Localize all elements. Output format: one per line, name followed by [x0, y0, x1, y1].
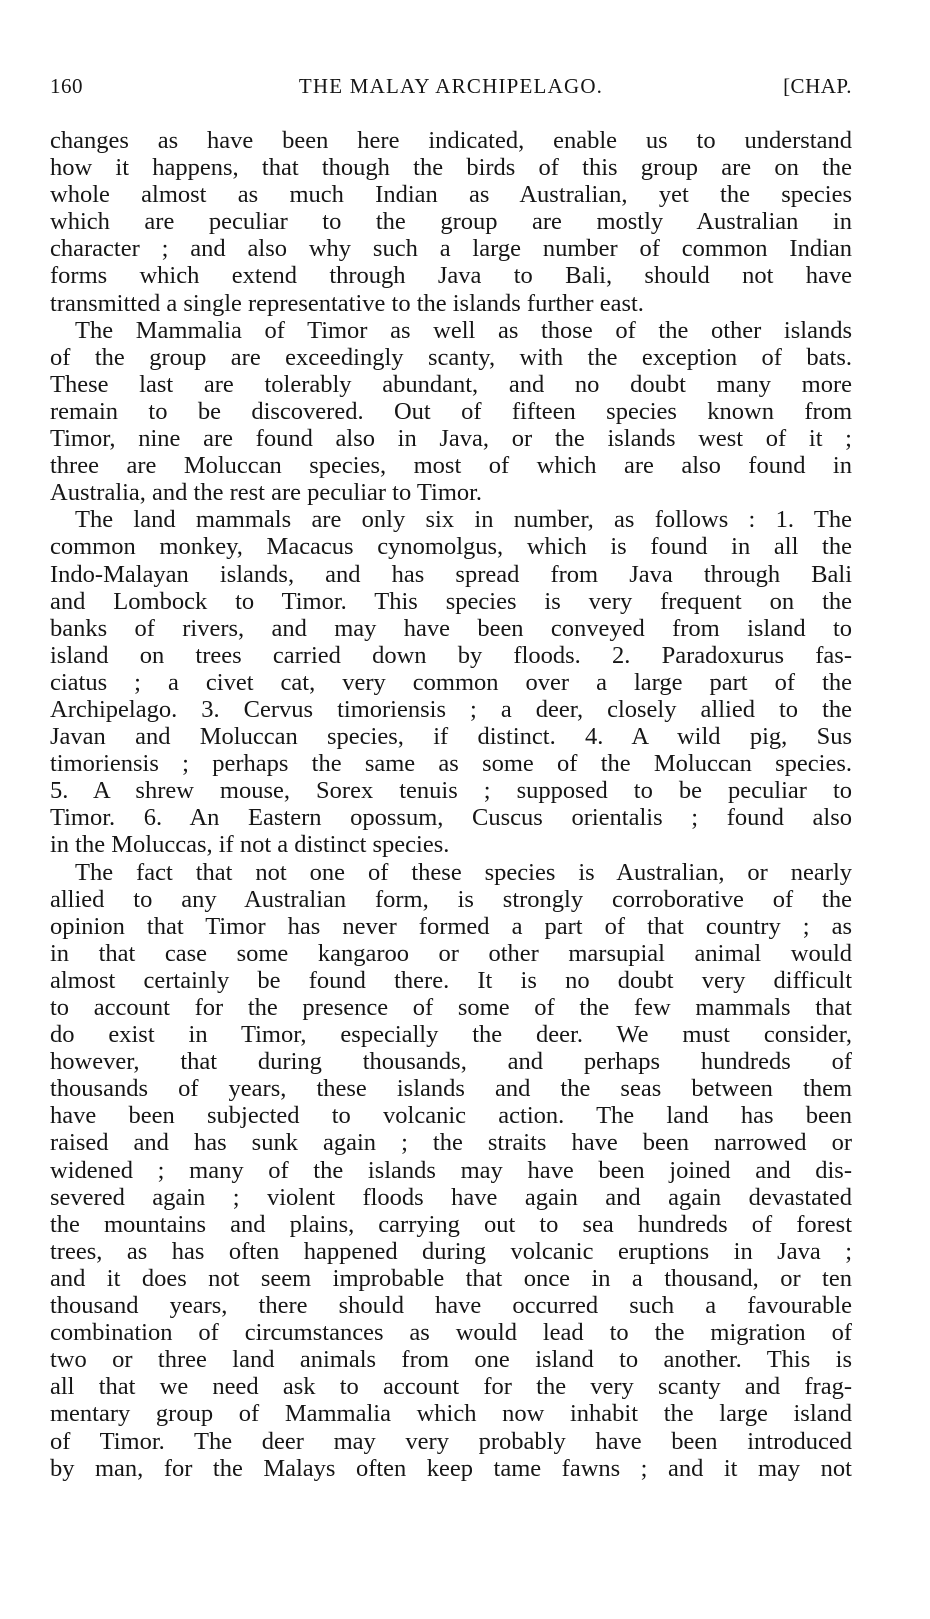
text-line: severed again ; violent floods have again and again devastated — [50, 1183, 852, 1211]
text-line: in that case some kangaroo or other marsupial animal would — [50, 939, 852, 967]
text-line: remain to be discovered. Out of fifteen species known from — [50, 397, 852, 425]
text-line: do exist in Timor, especially the deer. We must consider, — [50, 1021, 852, 1049]
paragraph — [50, 859, 852, 1482]
text-line: widened ; many of the islands may have been joined and dis- — [50, 1156, 852, 1184]
text-line: mentary group of Mammalia which now inhabit the large island — [50, 1400, 852, 1428]
text-line: The fact that not one of these species is Australian, or nearly — [75, 858, 852, 886]
text-line: of the group are exceedingly scanty, with the exception of bats. — [50, 343, 852, 371]
text-line: two or three land animals from one island to another. This is — [50, 1346, 852, 1374]
text-line: thousand years, there should have occurred such a favourable — [50, 1292, 852, 1320]
text-line: 5. A shrew mouse, Sorex tenuis ; supposed to be peculiar to — [50, 777, 852, 805]
paragraph — [50, 317, 852, 507]
text-line: which are peculiar to the group are mostly Australian in — [50, 208, 852, 236]
text-line: however, that during thousands, and perhaps hundreds of — [50, 1048, 852, 1076]
text-line: and it does not seem improbable that once in a thousand, or ten — [50, 1264, 852, 1292]
text-line: transmitted a single representative to the islands further east. — [50, 289, 644, 317]
text-line: Indo-Malayan islands, and has spread from Java through Bali — [50, 560, 852, 588]
chapter-marker: [CHAP. — [783, 74, 852, 98]
text-line: character ; and also why such a large number of common Indian — [50, 235, 852, 263]
text-line: of Timor. The deer may very probably have been introduced — [50, 1427, 852, 1455]
text-line: raised and has sunk again ; the straits have been narrowed or — [50, 1129, 852, 1157]
book-title: THE MALAY ARCHIPELAGO. — [298, 74, 604, 98]
text-line: island on trees carried down by floods. 2. Paradoxurus fas- — [50, 641, 852, 669]
text-line: by man, for the Malays often keep tame fawns ; and it may not — [50, 1454, 852, 1482]
text-line: forms which extend through Java to Bali, should not have — [50, 262, 852, 290]
text-line: whole almost as much Indian as Australian, yet the species — [50, 181, 852, 209]
text-line: Javan and Moluccan species, if distinct. 4. A wild pig, Sus — [50, 723, 852, 751]
text-line: almost certainly be found there. It is no doubt very difficult — [50, 966, 852, 994]
text-line: allied to any Australian form, is strongly corroborative of the — [50, 885, 852, 913]
running-head — [50, 74, 852, 104]
text-line: in the Moluccas, if not a distinct species. — [50, 831, 450, 859]
text-line: ciatus ; a civet cat, very common over a large part of the — [50, 668, 852, 696]
text-line: to account for the presence of some of the few mammals that — [50, 994, 852, 1021]
text-line: the mountains and plains, carrying out to sea hundreds of forest — [50, 1210, 852, 1238]
text-line: Timor, nine are found also in Java, or the islands west of it ; — [50, 425, 852, 453]
text-line: These last are tolerably abundant, and no doubt many more — [50, 370, 852, 398]
text-line: and Lombock to Timor. This species is very frequent on the — [50, 587, 852, 615]
text-line: The land mammals are only six in number, as follows : 1. The — [75, 506, 852, 534]
text-line: combination of circumstances as would lead to the migration of — [50, 1319, 852, 1347]
text-line: banks of rivers, and may have been conveyed from island to — [50, 614, 852, 642]
page-number: 160 — [50, 74, 83, 98]
text-line: have been subjected to volcanic action. The land has been — [50, 1102, 852, 1130]
text-line: thousands of years, these islands and the seas between them — [50, 1075, 852, 1103]
text-line: trees, as has often happened during volcanic eruptions in Java ; — [50, 1237, 852, 1265]
text-line: Archipelago. 3. Cervus timoriensis ; a deer, closely allied to the — [50, 695, 852, 723]
text-line: Timor. 6. An Eastern opossum, Cuscus orientalis ; found also — [50, 804, 852, 832]
text-line: changes as have been here indicated, enable us to understand — [50, 127, 852, 154]
text-line: how it happens, that though the birds of this group are on the — [50, 154, 852, 182]
text-line: three are Moluccan species, most of which are also found in — [50, 452, 852, 480]
text-line: Australia, and the rest are peculiar to Timor. — [50, 479, 483, 507]
paragraph — [50, 506, 852, 858]
text-line: opinion that Timor has never formed a part of that country ; as — [50, 912, 852, 940]
text-line: The Mammalia of Timor as well as those of the other islands — [75, 316, 852, 344]
text-line: common monkey, Macacus cynomolgus, which is found in all the — [50, 533, 852, 561]
text-line: all that we need ask to account for the very scanty and frag- — [50, 1373, 852, 1401]
paragraph — [50, 127, 852, 317]
text-line: timoriensis ; perhaps the same as some of the Moluccan species. — [50, 750, 852, 778]
body-text — [50, 127, 852, 1482]
